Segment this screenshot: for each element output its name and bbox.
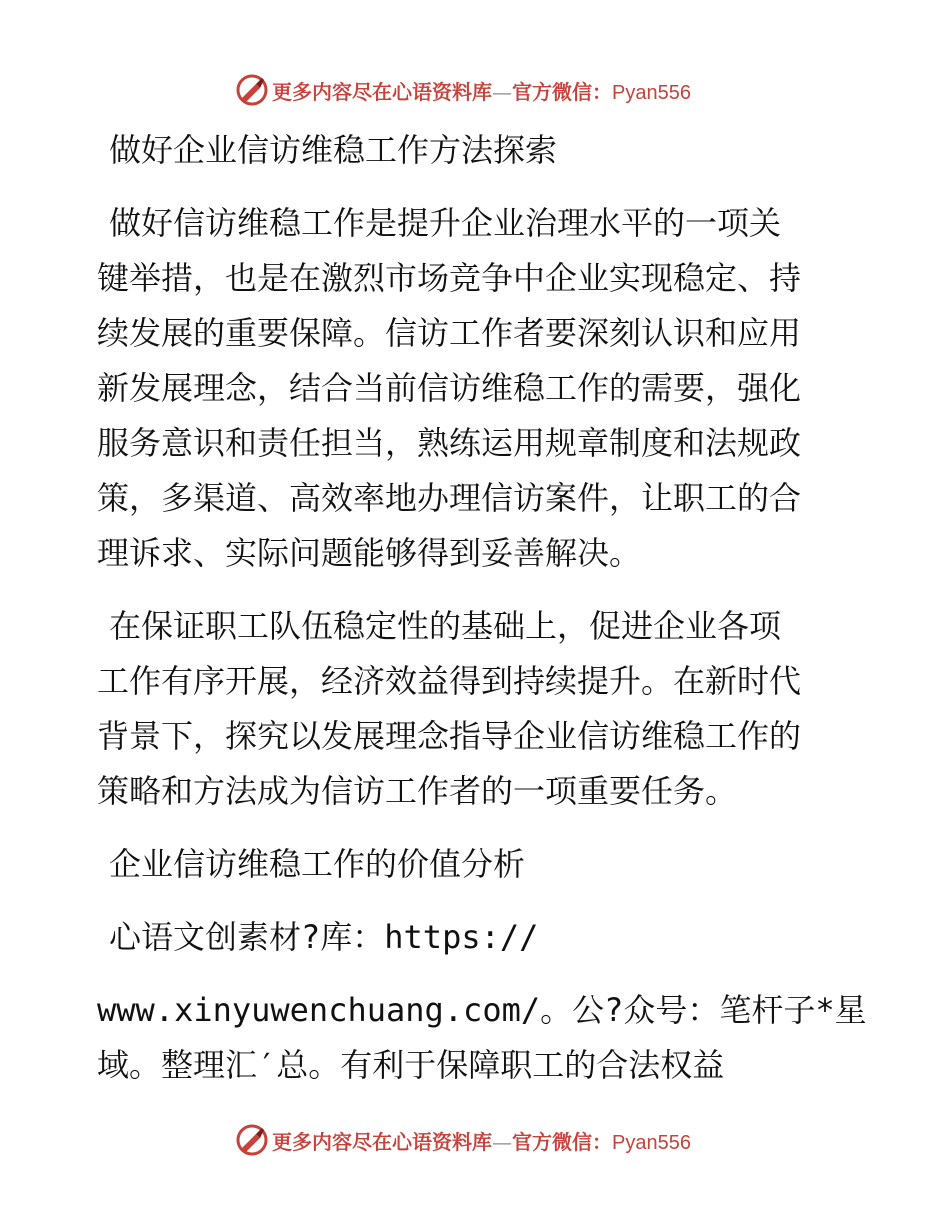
paragraph-2 (97, 599, 857, 819)
paragraph-line: 在保证职工队伍稳定性的基础上，促进企业各项 (109, 607, 782, 645)
paragraph-line: 策略和方法成为信访工作者的一项重要任务。 (97, 772, 738, 810)
watermark-dash: — (492, 79, 512, 104)
document-title: 做好企业信访维稳工作方法探索 (109, 131, 558, 169)
watermark-id: Pyan556 (612, 81, 691, 104)
pen-logo-icon (236, 1124, 268, 1156)
watermark-main: 更多内容尽在心语资料库 (272, 1129, 492, 1154)
watermark-dash: — (492, 1129, 512, 1154)
watermark-official: 官方微信： (512, 79, 612, 104)
paragraph-line: 做好信访维稳工作是提升企业治理水平的一项关 (109, 204, 782, 242)
watermark-text (272, 76, 691, 105)
watermark-text (272, 1126, 691, 1155)
paragraph-line: www.xinyuwenchuang.com/。公?众号：笔杆子*星 (97, 991, 867, 1029)
watermark-id: Pyan556 (612, 1131, 691, 1154)
section-heading: 企业信访维稳工作的价值分析 (109, 845, 526, 883)
paragraph-line: 工作有序开展，经济效益得到持续提升。在新时代 (97, 662, 802, 700)
pen-logo-icon (236, 74, 268, 106)
watermark-main: 更多内容尽在心语资料库 (272, 79, 492, 104)
document-body (97, 123, 867, 1093)
paragraph-line: 背景下，探究以发展理念指导企业信访维稳工作的 (97, 717, 802, 755)
paragraph-line: 心语文创素材?库：https:// (109, 918, 539, 956)
watermark-footer (236, 1124, 691, 1156)
watermark-official: 官方微信： (512, 1129, 612, 1154)
paragraph-line: 服务意识和责任担当，熟练运用规章制度和法规政 (97, 424, 802, 462)
paragraph-line: 键举措，也是在激烈市场竞争中企业实现稳定、持 (97, 259, 802, 297)
paragraph-line: 新发展理念，结合当前信访维稳工作的需要，强化 (97, 369, 802, 407)
paragraph-3 (97, 910, 867, 1093)
watermark-header (236, 74, 691, 106)
paragraph-line: 域。整理汇′总。有利于保障职工的合法权益 (97, 1046, 725, 1084)
paragraph-line: 理诉求、实际问题能够得到妥善解决。 (97, 534, 642, 572)
paragraph-1 (97, 196, 857, 581)
paragraph-line: 续发展的重要保障。信访工作者要深刻认识和应用 (97, 314, 802, 352)
paragraph-line: 策，多渠道、高效率地办理信访案件，让职工的合 (97, 479, 802, 517)
